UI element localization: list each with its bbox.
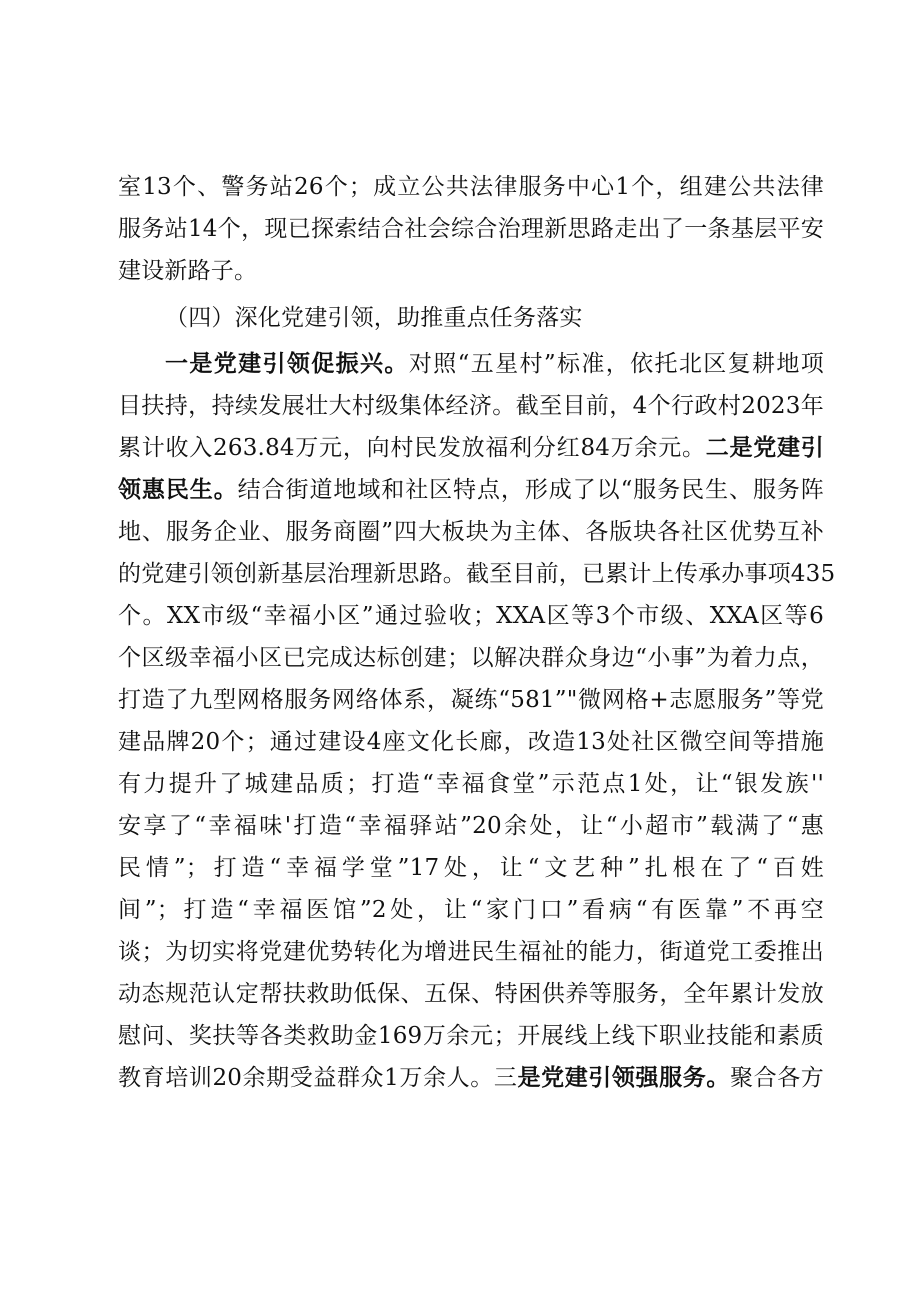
line-text: 聚合各方 xyxy=(729,1065,824,1091)
line-text: 个区级幸福小区已完成达标创建；以解决群众身边“小事”为着力点， xyxy=(118,645,824,671)
bold-lead-text: 是党建引领强服务。 xyxy=(517,1064,730,1091)
line-text: 建设新路子。 xyxy=(118,258,258,284)
line-text: 结合街道地域和社区特点，形成了以“服务民生、服务阵 xyxy=(237,477,825,503)
section-heading-text: （四）深化党建引领，助推重点任务落实 xyxy=(165,305,583,331)
paragraph-line xyxy=(118,811,824,841)
line-text: 教育培训20余期受益群众1万余人。三 xyxy=(118,1065,518,1091)
paragraph-line xyxy=(118,475,824,505)
line-text: 对照“五星村”标准，依托北区复耕地项 xyxy=(408,351,824,377)
paragraph-line xyxy=(118,685,824,715)
paragraph-line xyxy=(118,172,824,202)
line-text: 地、服务企业、服务商圈”四大板块为主体、各版块各社区优势互补 xyxy=(118,519,824,545)
paragraph-line xyxy=(118,979,824,1009)
paragraph-line xyxy=(165,349,824,379)
line-text: 间”；打造“幸福医馆”2处，让“家门口”看病“有医靠”不再空 xyxy=(118,897,824,923)
line-text: 民情”；打造“幸福学堂”17处，让“文艺种”扎根在了“百姓 xyxy=(118,855,824,881)
paragraph-line xyxy=(118,769,824,799)
line-text: 的党建引领创新基层治理新思路。截至目前，已累计上传承办事项435 xyxy=(118,561,836,587)
paragraph-line xyxy=(118,433,824,463)
line-text: 慰问、奖扶等各类救助金169万余元；开展线上线下职业技能和素质 xyxy=(118,1023,824,1049)
paragraph-line xyxy=(118,643,824,673)
line-text: 累计收入263.84万元，向村民发放福利分红84万余元。 xyxy=(118,435,706,461)
paragraph-line xyxy=(118,559,836,589)
paragraph-line xyxy=(118,214,824,244)
paragraph-line xyxy=(118,391,824,421)
bold-lead-text: 一是党建引领促振兴。 xyxy=(165,350,409,377)
line-text: 建品牌20个；通过建设4座文化长廊，改造13处社区微空间等措施 xyxy=(118,729,824,755)
line-text: 目扶持，持续发展壮大村级集体经济。截至目前，4个行政村2023年 xyxy=(118,393,824,419)
line-text: 谈；为切实将党建优势转化为增进民生福祉的能力，街道党工委推出 xyxy=(118,939,824,965)
line-text: 打造了九型网格服务网络体系，凝练“581”"微网格+志愿服务”等党 xyxy=(118,687,824,713)
line-text: 室13个、警务站26个；成立公共法律服务中心1个，组建公共法律 xyxy=(118,174,824,200)
line-text: 动态规范认定帮扶救助低保、五保、特困供养等服务，全年累计发放 xyxy=(118,981,824,1007)
paragraph-line xyxy=(118,517,824,547)
paragraph-line xyxy=(118,256,824,286)
paragraph-line xyxy=(118,853,824,883)
section-heading xyxy=(165,303,824,333)
paragraph-line xyxy=(118,1063,824,1093)
line-text: 服务站14个，现已探索结合社会综合治理新思路走出了一条基层平安 xyxy=(118,216,824,242)
bold-lead-text: 二是党建引 xyxy=(705,434,824,461)
paragraph-line xyxy=(118,601,824,631)
paragraph-line xyxy=(118,727,824,757)
line-text: 安享了“幸福味'打造“幸福驿站”20余处，让“小超市”载满了“惠 xyxy=(118,813,824,839)
line-text: 个。XX市级“幸福小区”通过验收；XXA区等3个市级、XXA区等6 xyxy=(118,603,824,629)
paragraph-line xyxy=(118,937,824,967)
paragraph-line xyxy=(118,895,824,925)
bold-lead-text: 领惠民生。 xyxy=(118,476,238,503)
paragraph-line xyxy=(118,1021,824,1051)
line-text: 有力提升了城建品质；打造“幸福食堂”示范点1处，让“银发族'' xyxy=(118,771,824,797)
